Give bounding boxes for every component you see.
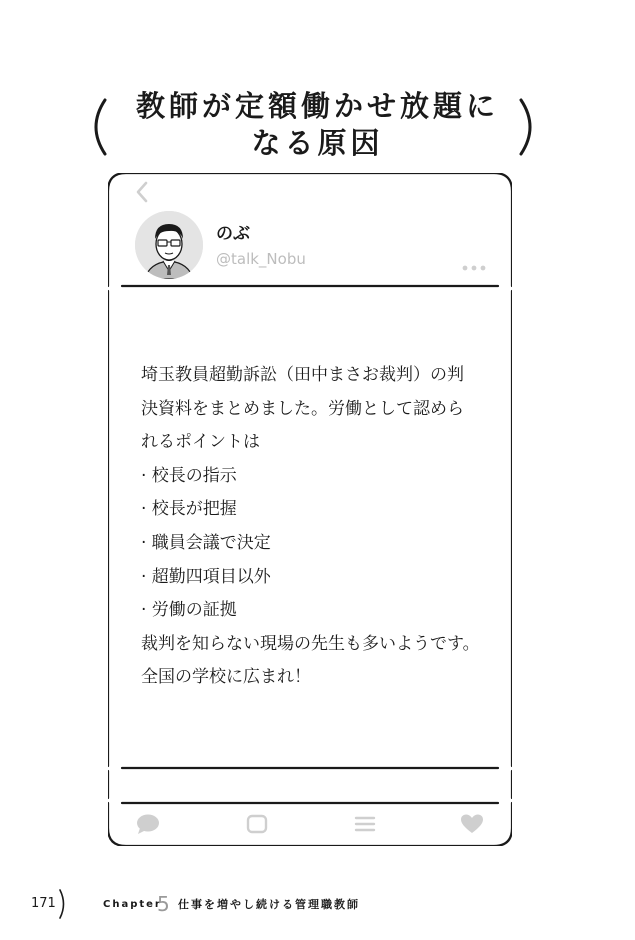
heart-icon[interactable] <box>460 813 484 835</box>
post-line: 裁判を知らない現場の先生も多いようです。 <box>141 633 480 654</box>
ellipsis-icon[interactable] <box>462 256 486 262</box>
post-line: · 労働の証拠 <box>141 600 237 621</box>
teacher-avatar-icon <box>135 211 203 279</box>
post-line: 全国の学校に広まれ！ <box>141 667 311 688</box>
user-handle[interactable]: @talk_Nobu <box>216 250 306 268</box>
title-left-parenthesis <box>83 98 109 156</box>
chapter-label: Chapter <box>103 899 162 910</box>
post-line: · 職員会議で決定 <box>141 532 271 553</box>
page-title <box>110 88 525 162</box>
post-line: · 校長が把握 <box>141 499 237 520</box>
post-line: · 超勤四項目以外 <box>141 566 271 587</box>
page-number: 171 <box>31 896 56 911</box>
chapter-number: 5 <box>157 892 170 916</box>
post-line: 決資料をまとめました。労働として認めら <box>141 398 464 419</box>
post-line: れるポイントは <box>141 432 260 453</box>
page-number-parenthesis <box>58 888 67 920</box>
chapter-title: 仕事を増やし続ける管理職教師 <box>178 898 360 911</box>
page-title-line-1: 教師が定額働かせ放題に <box>135 89 499 123</box>
page-title-line-2: なる原因 <box>251 126 384 160</box>
post-line: · 校長の指示 <box>141 465 237 486</box>
list-icon[interactable] <box>354 813 376 835</box>
post-body <box>141 359 491 695</box>
post-card <box>108 173 512 846</box>
user-name[interactable]: のぶ <box>216 224 250 244</box>
avatar[interactable] <box>135 211 203 279</box>
post-line: 埼玉教員超勤訴訟（田中まさお裁判）の判 <box>141 365 464 385</box>
speech-bubble-icon[interactable] <box>136 813 160 835</box>
rounded-square-icon[interactable] <box>246 813 268 835</box>
chevron-left-icon[interactable] <box>135 181 149 203</box>
